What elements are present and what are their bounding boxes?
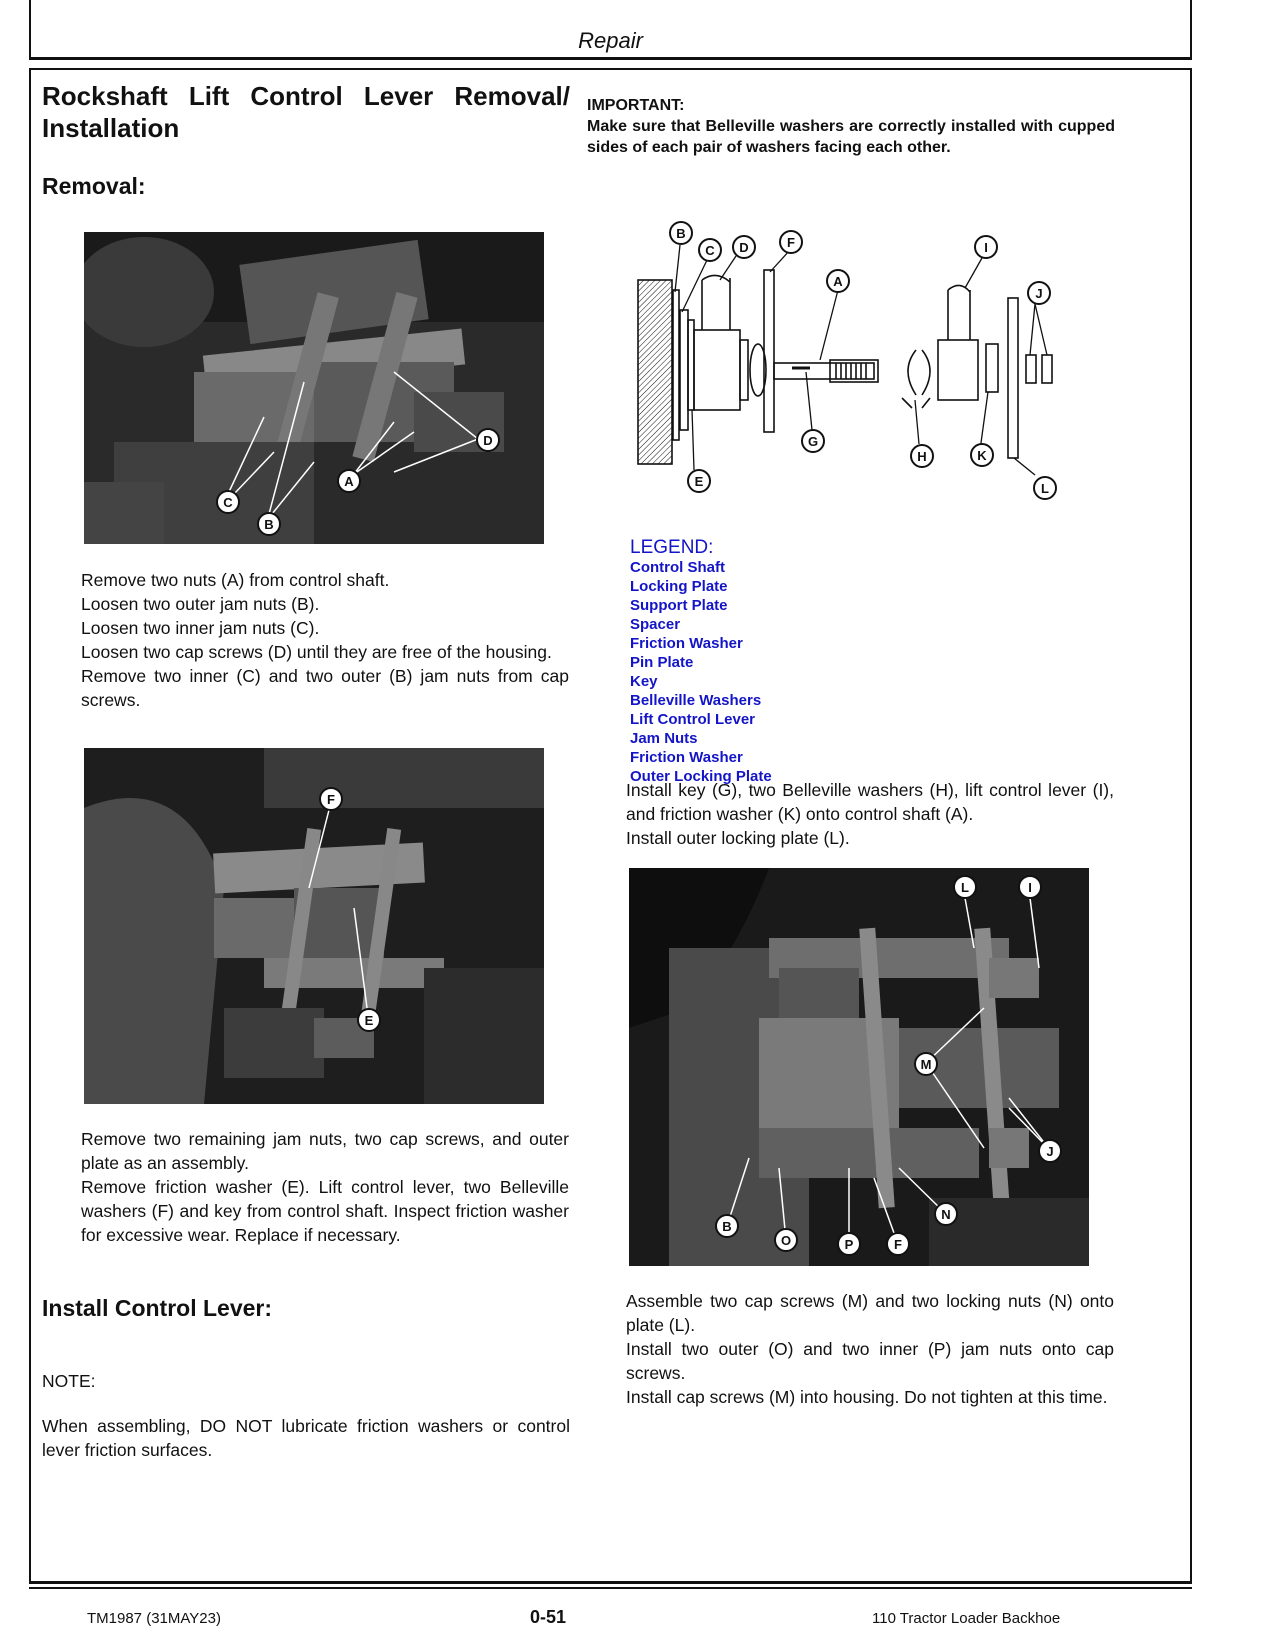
assemble-step: Assemble two cap screws (M) and two locking nuts (N) onto plate (L). (626, 1291, 1114, 1335)
callout-i: I (974, 235, 998, 259)
assemble-steps (626, 1289, 1114, 1409)
removal-step: Remove two remaining jam nuts, two cap screws, and outer plate as an assembly. (81, 1129, 569, 1173)
callout-c: C (216, 490, 240, 514)
exploded-diagram (630, 220, 1070, 510)
footer-page-number: 0-51 (530, 1607, 567, 1627)
callout-b: B (715, 1214, 739, 1238)
callout-d: D (476, 428, 500, 452)
legend-item: Friction Washer (630, 749, 743, 766)
callout-o: O (774, 1228, 798, 1252)
legend-item: Key (630, 673, 658, 690)
removal-photo-2-leaders (84, 748, 544, 1104)
legend-list (630, 558, 772, 786)
callout-k: K (970, 443, 994, 467)
legend-item: Lift Control Lever (630, 711, 756, 728)
removal-step: Loosen two outer jam nuts (B). (81, 594, 320, 614)
removal-steps-2 (81, 1127, 569, 1247)
removal-step: Remove two inner (C) and two outer (B) jam nuts from cap screws. (81, 666, 569, 710)
callout-e: E (357, 1008, 381, 1032)
removal-steps (81, 568, 569, 712)
legend-title: LEGEND: (630, 537, 714, 558)
removal-photo-1 (84, 232, 544, 544)
callout-f: F (779, 230, 803, 254)
legend-item: Outer Locking Plate (630, 768, 772, 785)
callout-n: N (934, 1202, 958, 1226)
legend-item: Control Shaft (630, 559, 725, 576)
legend-item: Friction Washer (630, 635, 743, 652)
page-title: Rockshaft Lift Control Lever Removal/ Installation (42, 81, 570, 143)
install-step: Install key (G), two Belleville washers (H), lift control lever (I), and friction washer (K) onto control shaft (A). (626, 780, 1114, 824)
assemble-step: Install cap screws (M) into housing. Do not tighten at this time. (626, 1387, 1108, 1407)
install-step: Install outer locking plate (L). (626, 828, 850, 848)
callout-m: M (914, 1052, 938, 1076)
callout-c: C (698, 238, 722, 262)
header-box (29, 0, 1192, 60)
legend-item: Belleville Washers (630, 692, 762, 709)
removal-heading: Removal: (42, 173, 146, 199)
callout-i: I (1018, 875, 1042, 899)
note-text: When assembling, DO NOT lubricate friction washers or control lever friction surfaces. (42, 1416, 570, 1460)
install-heading: Install Control Lever: (42, 1295, 273, 1321)
install-steps (626, 778, 1114, 850)
callout-b: B (257, 512, 281, 536)
callout-j: J (1038, 1139, 1062, 1163)
legend-item: Support Plate (630, 597, 728, 614)
callout-f: F (319, 787, 343, 811)
legend-item: Pin Plate (630, 654, 694, 671)
assemble-step: Install two outer (O) and two inner (P) jam nuts onto cap screws. (626, 1339, 1114, 1383)
removal-step: Loosen two inner jam nuts (C). (81, 618, 320, 638)
callout-a: A (337, 469, 361, 493)
exploded-diagram-drawing (630, 220, 1070, 510)
callout-j: J (1027, 281, 1051, 305)
callout-b: B (669, 221, 693, 245)
important-text: Make sure that Belleville washers are correctly installed with cupped sides of each pair of washers facing each other. (587, 118, 1115, 156)
callout-g: G (801, 429, 825, 453)
callout-f: F (886, 1232, 910, 1256)
callout-a: A (826, 269, 850, 293)
legend-item: Locking Plate (630, 578, 728, 595)
legend-item: Spacer (630, 616, 681, 633)
removal-step: Remove friction washer (E). Lift control lever, two Belleville washers (F) and key from control shaft. Inspect friction washer for excessive wear. Replace if necessary. (81, 1177, 569, 1245)
callout-p: P (837, 1232, 861, 1256)
note-label: NOTE: (42, 1371, 96, 1391)
removal-step: Remove two nuts (A) from control shaft. (81, 570, 390, 590)
important-label: IMPORTANT: (587, 97, 685, 114)
callout-l: L (1033, 476, 1057, 500)
section-title: Repair (578, 28, 643, 53)
footer-doc-id: TM1987 (31MAY23) (87, 1610, 221, 1627)
legend-item: Jam Nuts (630, 730, 698, 747)
callout-h: H (910, 444, 934, 468)
callout-d: D (732, 235, 756, 259)
footer-product: 110 Tractor Loader Backhoe (872, 1610, 1061, 1627)
callout-l: L (953, 875, 977, 899)
install-photo (629, 868, 1089, 1266)
removal-photo-1-leaders (84, 232, 544, 544)
callout-e: E (687, 469, 711, 493)
removal-photo-2 (84, 748, 544, 1104)
install-photo-leaders (629, 868, 1089, 1266)
removal-step: Loosen two cap screws (D) until they are free of the housing. (81, 642, 552, 662)
